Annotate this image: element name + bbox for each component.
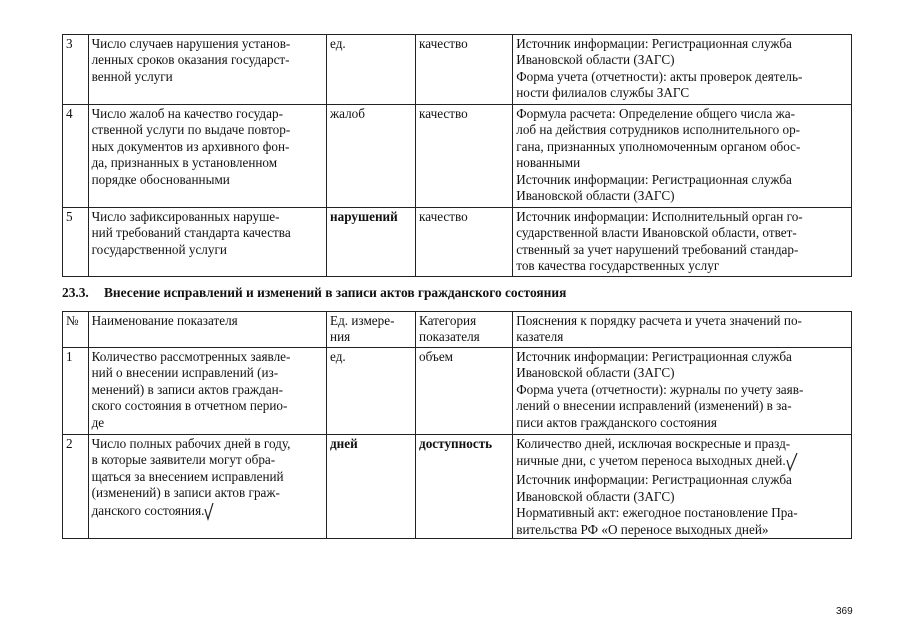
header-number: №	[63, 312, 89, 348]
indicator-name: Число полных рабочих дней в году, в которые заявители могут обра- щаться за внесением исправлений (изменений) в записи актов граж- данского состояния.	[88, 435, 326, 539]
indicator-name: Число случаев нарушения установ- ленных сроков оказания государст- венной услуги	[88, 35, 326, 105]
category-cell: качество	[416, 208, 513, 277]
table-row	[63, 105, 852, 208]
table-row	[63, 435, 852, 539]
table-row	[63, 35, 852, 105]
section-number: 23.3.	[62, 285, 89, 300]
explanation-cell: Источник информации: Регистрационная служба Ивановской области (ЗАГС) Форма учета (отчетности): акты проверок деятель- ности филиалов службы ЗАГС	[513, 35, 852, 105]
header-category: Категория показателя	[416, 312, 513, 348]
handwritten-check-icon	[204, 502, 214, 522]
explanation-cell: Количество дней, исключая воскресные и празд- ничные дни, с учетом переноса выходных дней. Источник информации: Регистрационная служба Ивановской области (ЗАГС) Нормативный акт: ежегодное постановление Пра- вительства РФ «О переносе выходных дней»	[513, 435, 852, 539]
header-explanation: Пояснения к порядку расчета и учета значений по- казателя	[513, 312, 852, 348]
explanation-cell: Формула расчета: Определение общего числа жа- лоб на действия сотрудников исполнительного ор- гана, признанных уполномоченным органом обос- нованными Источник информации: Регистрационная служба Ивановской области (ЗАГС)	[513, 105, 852, 208]
category-cell: качество	[416, 105, 513, 208]
indicator-name: Число жалоб на качество государ- ственной услуги по выдаче повтор- ных документов из архивного фон- да, признанных в установленном порядке обоснованными	[88, 105, 326, 208]
table-row	[63, 348, 852, 435]
indicators-table-quality	[62, 34, 852, 277]
unit-cell: дней	[327, 435, 416, 539]
indicator-name: Число зафиксированных наруше- ний требований стандарта качества государственной услуги	[88, 208, 326, 277]
unit-cell: жалоб	[327, 105, 416, 208]
row-number: 3	[63, 35, 89, 105]
unit-cell: нарушений	[327, 208, 416, 277]
row-number: 5	[63, 208, 89, 277]
unit-cell: ед.	[327, 35, 416, 105]
row-number: 2	[63, 435, 89, 539]
section-heading	[62, 285, 566, 301]
header-name: Наименование показателя	[88, 312, 326, 348]
unit-cell: ед.	[327, 348, 416, 435]
table-row	[63, 208, 852, 277]
header-unit: Ед. измере- ния	[327, 312, 416, 348]
category-cell: качество	[416, 35, 513, 105]
explanation-cell: Источник информации: Исполнительный орган го- сударственной власти Ивановской области, ответ- ственный за учет нарушений требований стандар- тов качества государственных услуг	[513, 208, 852, 277]
indicators-table-corrections	[62, 311, 852, 539]
handwritten-check-icon	[786, 452, 798, 472]
section-title: Внесение исправлений и изменений в записи актов гражданского состояния	[104, 285, 567, 300]
row-number: 4	[63, 105, 89, 208]
row-number: 1	[63, 348, 89, 435]
category-cell: объем	[416, 348, 513, 435]
page-number: 369	[836, 606, 853, 617]
table-header-row	[63, 312, 852, 348]
explanation-cell: Источник информации: Регистрационная служба Ивановской области (ЗАГС) Форма учета (отчетности): журналы по учету заяв- лений о внесении исправлений (изменений) в за- писи актов гражданского состояния	[513, 348, 852, 435]
indicator-name: Количество рассмотренных заявле- ний о внесении исправлений (из- менений) в записи актов граждан- ского состояния в отчетном перио- де	[88, 348, 326, 435]
category-cell: доступность	[416, 435, 513, 539]
